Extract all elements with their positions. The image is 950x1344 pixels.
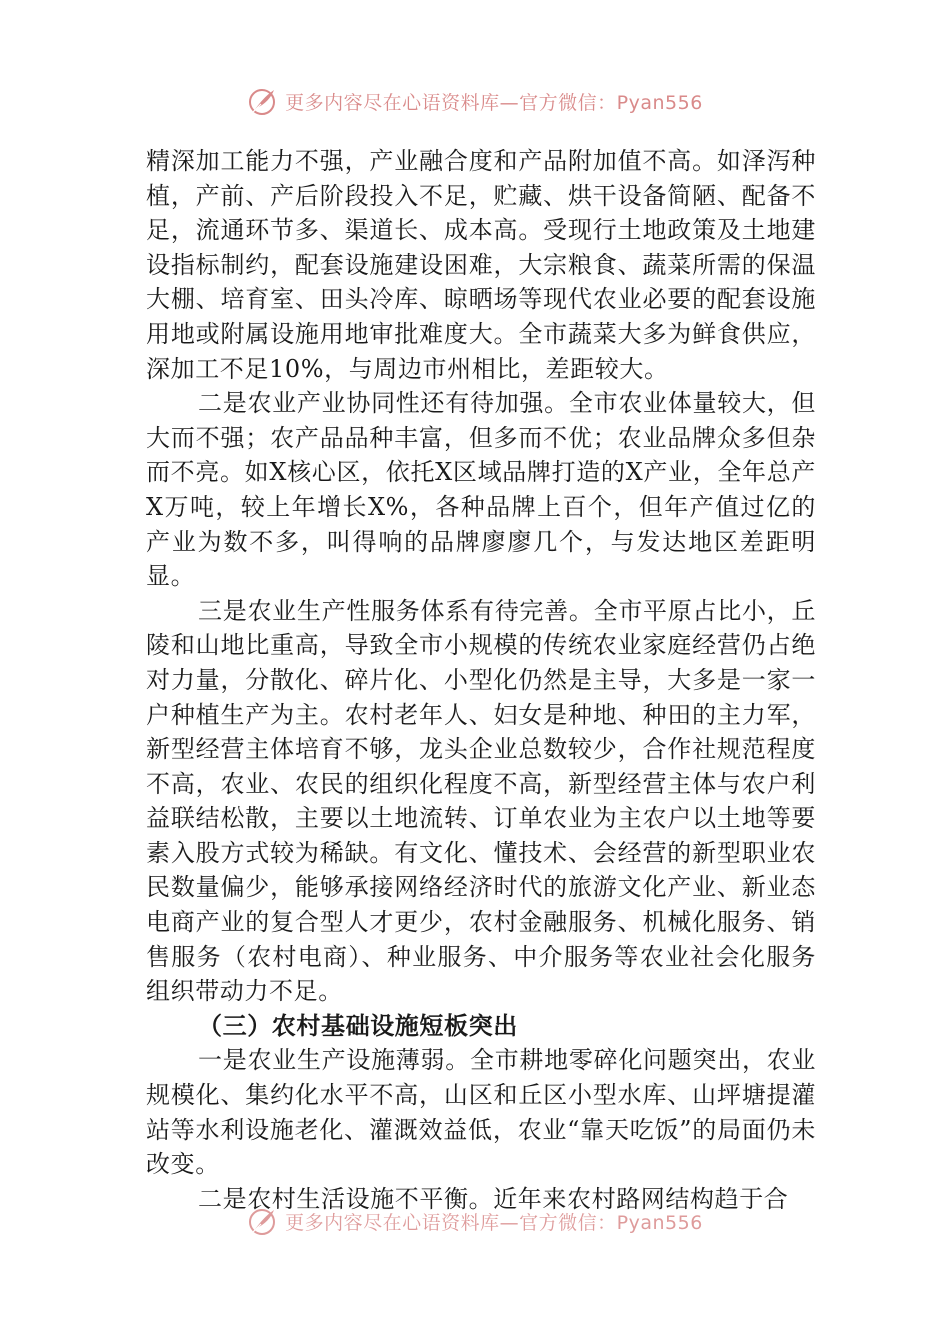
paragraph: 精深加工能力不强，产业融合度和产品附加值不高。如泽泻种植，产前、产后阶段投入不足，贮藏、烘干设备简陋、配备不足，流通环节多、渠道长、成本高。受现行土地政策及土地建设指标制约，配套设施建设困难，大宗粮食、蔬菜所需的保温大棚、培育室、田头冷库、晾晒场等现代农业必要的配套设施用地或附属设施用地审批难度大。全市蔬菜大多为鲜食供应，深加工不足10%，与周边市州相比，差距较大。 bbox=[146, 147, 816, 383]
paragraph: 一是农业生产设施薄弱。全市耕地零碎化问题突出，农业规模化、集约化水平不高，山区和丘区小型水库、山坪塘提灌站等水利设施老化、灌溉效益低，农业“靠天吃饭”的局面仍未改变。 bbox=[146, 1046, 816, 1179]
paragraph: 二是农村生活设施不平衡。近年来农村路网结构趋于合 bbox=[198, 1184, 789, 1213]
footer-watermark-text: 更多内容尽在心语资料库—官方微信：Pyan556 bbox=[285, 1211, 703, 1234]
header-watermark bbox=[0, 86, 950, 116]
feather-logo-icon bbox=[247, 86, 277, 116]
footer-watermark bbox=[0, 1206, 950, 1236]
paragraph: 二是农业产业协同性还有待加强。全市农业体量较大，但大而不强；农产品品种丰富，但多而不优；农业品牌众多但杂而不亮。如X核心区，依托X区域品牌打造的X产业，全年总产X万吨，较上年增长X%，各种品牌上百个，但年产值过亿的产业为数不多，叫得响的品牌廖廖几个，与发达地区差距明显。 bbox=[146, 389, 816, 591]
header-watermark-text: 更多内容尽在心语资料库—官方微信：Pyan556 bbox=[285, 91, 703, 114]
document-body bbox=[146, 144, 816, 1216]
paragraph: 三是农业生产性服务体系有待完善。全市平原占比小，丘陵和山地比重高，导致全市小规模的传统农业家庭经营仍占绝对力量，分散化、碎片化、小型化仍然是主导，大多是一家一户种植生产为主。农村老年人、妇女是种地、种田的主力军，新型经营主体培育不够，龙头企业总数较少，合作社规范程度不高，农业、农民的组织化程度不高，新型经营主体与农户利益联结松散，主要以土地流转、订单农业为主农户以土地等要素入股方式较为稀缺。有文化、懂技术、会经营的新型职业农民数量偏少，能够承接网络经济时代的旅游文化产业、新业态电商产业的复合型人才更少，农村金融服务、机械化服务、销售服务（农村电商）、种业服务、中介服务等农业社会化服务组织带动力不足。 bbox=[146, 596, 816, 1006]
feather-logo-icon bbox=[247, 1206, 277, 1236]
section-heading: （三）农村基础设施短板突出 bbox=[198, 1010, 518, 1040]
